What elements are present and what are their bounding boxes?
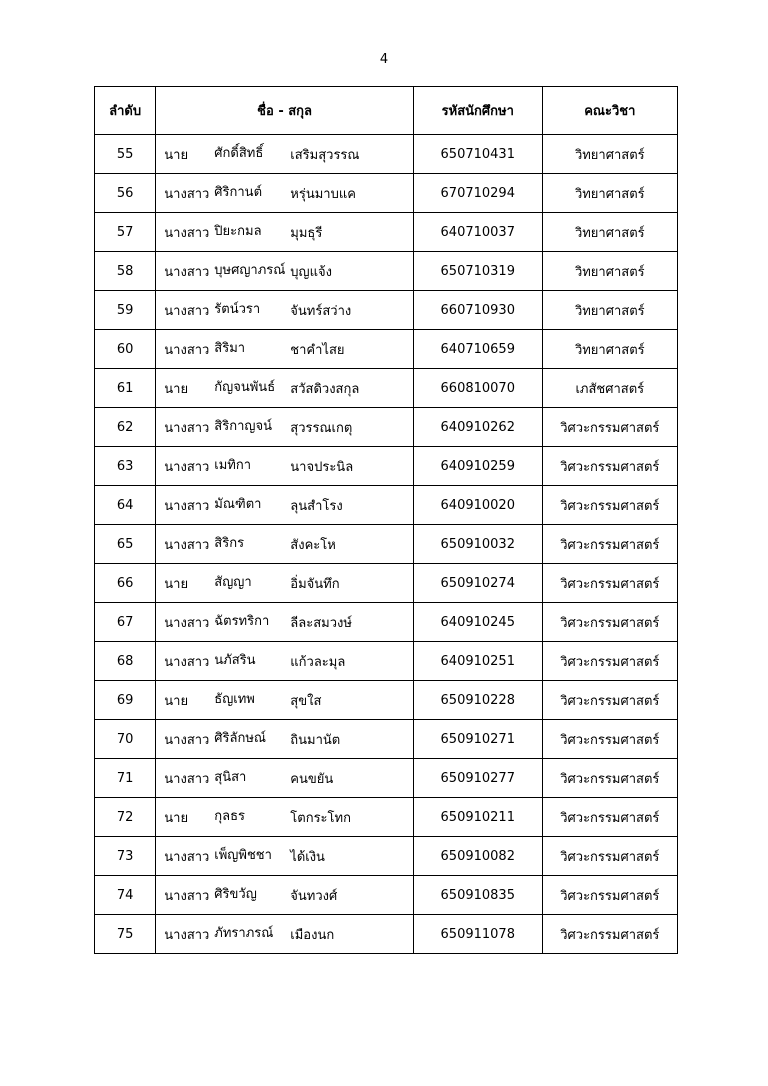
cell-order: 67 xyxy=(95,603,156,642)
cell-student-id: 640710037 xyxy=(413,213,542,252)
table-row xyxy=(95,447,678,486)
cell-name xyxy=(156,915,414,954)
cell-student-id: 640910020 xyxy=(413,486,542,525)
cell-faculty: วิศวะกรรมศาสตร์ xyxy=(542,525,677,564)
table-row xyxy=(95,330,678,369)
cell-student-id: 650910032 xyxy=(413,525,542,564)
cell-order: 69 xyxy=(95,681,156,720)
first-name: นภัสริน xyxy=(214,653,256,668)
table-row xyxy=(95,798,678,837)
name-group xyxy=(156,339,413,360)
name-title: นางสาว xyxy=(164,927,210,943)
name-group xyxy=(156,690,413,711)
first-name: ศิริขวัญ xyxy=(214,887,257,902)
cell-student-id: 650910228 xyxy=(413,681,542,720)
name-group xyxy=(156,651,413,672)
table-row xyxy=(95,642,678,681)
table-row xyxy=(95,564,678,603)
name-title: นางสาว xyxy=(164,849,210,865)
first-name: ฉัตรทริกา xyxy=(214,614,270,629)
cell-name xyxy=(156,720,414,759)
last-name: แก้วละมุล xyxy=(290,654,346,670)
cell-faculty: วิศวะกรรมศาสตร์ xyxy=(542,759,677,798)
last-name: สังคะโห xyxy=(290,537,336,553)
cell-student-id: 650910271 xyxy=(413,720,542,759)
name-group xyxy=(156,183,413,204)
cell-order: 64 xyxy=(95,486,156,525)
cell-name xyxy=(156,330,414,369)
cell-student-id: 650910082 xyxy=(413,837,542,876)
cell-order: 68 xyxy=(95,642,156,681)
name-title: นางสาว xyxy=(164,264,210,280)
cell-student-id: 650710431 xyxy=(413,135,542,174)
table-row xyxy=(95,213,678,252)
cell-name xyxy=(156,135,414,174)
cell-order: 74 xyxy=(95,876,156,915)
student-table xyxy=(94,86,678,954)
first-name: รัตน์วรา xyxy=(214,302,261,317)
cell-student-id: 650710319 xyxy=(413,252,542,291)
cell-order: 66 xyxy=(95,564,156,603)
cell-name xyxy=(156,213,414,252)
name-title: นางสาว xyxy=(164,303,210,319)
name-group xyxy=(156,924,413,945)
cell-faculty: วิศวะกรรมศาสตร์ xyxy=(542,798,677,837)
name-group xyxy=(156,807,413,828)
last-name: สุวรรณเกตุ xyxy=(290,420,353,436)
name-group xyxy=(156,768,413,789)
cell-name xyxy=(156,525,414,564)
name-group xyxy=(156,495,413,516)
cell-order: 71 xyxy=(95,759,156,798)
cell-student-id: 660810070 xyxy=(413,369,542,408)
table-row xyxy=(95,408,678,447)
cell-order: 55 xyxy=(95,135,156,174)
name-title: นางสาว xyxy=(164,771,210,787)
first-name: สิริกาญจน์ xyxy=(214,419,272,434)
cell-faculty: วิทยาศาสตร์ xyxy=(542,330,677,369)
cell-faculty: วิศวะกรรมศาสตร์ xyxy=(542,876,677,915)
table-row xyxy=(95,759,678,798)
first-name: ศิริลักษณ์ xyxy=(214,731,266,746)
table-row xyxy=(95,369,678,408)
table-row xyxy=(95,837,678,876)
cell-name xyxy=(156,447,414,486)
page-number: 4 xyxy=(379,52,389,67)
cell-student-id: 640910251 xyxy=(413,642,542,681)
cell-name xyxy=(156,681,414,720)
cell-faculty: วิศวะกรรมศาสตร์ xyxy=(542,447,677,486)
cell-faculty: วิศวะกรรมศาสตร์ xyxy=(542,915,677,954)
cell-faculty: วิศวะกรรมศาสตร์ xyxy=(542,837,677,876)
first-name: ปิยะกมล xyxy=(214,224,262,239)
cell-student-id: 640910262 xyxy=(413,408,542,447)
first-name: สุนิสา xyxy=(214,770,247,785)
cell-order: 75 xyxy=(95,915,156,954)
last-name: บุญแจ้ง xyxy=(290,264,332,280)
first-name: ศิริกานต์ xyxy=(214,185,263,200)
cell-student-id: 660710930 xyxy=(413,291,542,330)
cell-order: 62 xyxy=(95,408,156,447)
table-row xyxy=(95,486,678,525)
cell-name xyxy=(156,564,414,603)
last-name: สุขใส xyxy=(290,693,322,709)
last-name: ได้เงิน xyxy=(290,849,325,865)
name-title: นางสาว xyxy=(164,654,210,670)
name-group xyxy=(156,378,413,399)
last-name: นาจประนิล xyxy=(290,459,354,475)
name-group xyxy=(156,573,413,594)
name-title: นาย xyxy=(164,810,189,826)
cell-name xyxy=(156,486,414,525)
cell-faculty: วิทยาศาสตร์ xyxy=(542,174,677,213)
cell-order: 65 xyxy=(95,525,156,564)
cell-faculty: วิศวะกรรมศาสตร์ xyxy=(542,486,677,525)
name-group xyxy=(156,417,413,438)
table-row xyxy=(95,135,678,174)
cell-name xyxy=(156,759,414,798)
table-row xyxy=(95,174,678,213)
cell-name xyxy=(156,408,414,447)
name-group xyxy=(156,885,413,906)
last-name: คนขยัน xyxy=(290,771,334,787)
last-name: เมืองนก xyxy=(290,927,335,943)
last-name: ชาคำไสย xyxy=(290,342,345,358)
cell-name xyxy=(156,369,414,408)
cell-order: 59 xyxy=(95,291,156,330)
cell-name xyxy=(156,174,414,213)
cell-order: 70 xyxy=(95,720,156,759)
cell-faculty: เภสัชศาสตร์ xyxy=(542,369,677,408)
name-title: นาย xyxy=(164,576,189,592)
cell-order: 57 xyxy=(95,213,156,252)
cell-student-id: 640910259 xyxy=(413,447,542,486)
header-order: ลำดับ xyxy=(95,87,156,135)
cell-order: 56 xyxy=(95,174,156,213)
cell-name xyxy=(156,603,414,642)
table-body xyxy=(95,135,678,954)
cell-faculty: วิศวะกรรมศาสตร์ xyxy=(542,603,677,642)
name-group xyxy=(156,300,413,321)
first-name: กัญจนพันธ์ xyxy=(214,380,276,395)
name-title: นางสาว xyxy=(164,537,210,553)
cell-faculty: วิศวะกรรมศาสตร์ xyxy=(542,642,677,681)
cell-faculty: วิทยาศาสตร์ xyxy=(542,213,677,252)
cell-order: 58 xyxy=(95,252,156,291)
first-name: กุลธร xyxy=(214,809,246,824)
table-row xyxy=(95,915,678,954)
first-name: สัญญา xyxy=(214,575,252,590)
name-title: นางสาว xyxy=(164,615,210,631)
last-name: ลีละสมวงษ์ xyxy=(290,615,352,631)
name-title: นางสาว xyxy=(164,420,210,436)
cell-name xyxy=(156,291,414,330)
name-group xyxy=(156,612,413,633)
cell-name xyxy=(156,837,414,876)
name-title: นางสาว xyxy=(164,225,210,241)
name-group xyxy=(156,729,413,750)
table-row xyxy=(95,291,678,330)
cell-student-id: 640910245 xyxy=(413,603,542,642)
cell-faculty: วิศวะกรรมศาสตร์ xyxy=(542,720,677,759)
first-name: มัณฑิตา xyxy=(214,497,262,512)
table-row xyxy=(95,603,678,642)
cell-faculty: วิทยาศาสตร์ xyxy=(542,135,677,174)
header-faculty: คณะวิชา xyxy=(542,87,677,135)
cell-order: 61 xyxy=(95,369,156,408)
name-title: นางสาว xyxy=(164,888,210,904)
last-name: สวัสดิวงสกุล xyxy=(290,381,360,397)
cell-student-id: 650910274 xyxy=(413,564,542,603)
cell-name xyxy=(156,798,414,837)
cell-order: 73 xyxy=(95,837,156,876)
first-name: สิริกร xyxy=(214,536,245,551)
name-title: นางสาว xyxy=(164,498,210,514)
name-group xyxy=(156,456,413,477)
cell-faculty: วิศวะกรรมศาสตร์ xyxy=(542,408,677,447)
first-name: บุษศญาภรณ์ xyxy=(214,263,286,278)
table-row xyxy=(95,876,678,915)
cell-faculty: วิทยาศาสตร์ xyxy=(542,252,677,291)
name-group xyxy=(156,261,413,282)
first-name: สิริมา xyxy=(214,341,246,356)
first-name: ธัญเทพ xyxy=(214,692,255,707)
first-name: ศักดิ์สิทธิ์ xyxy=(214,146,264,161)
cell-name xyxy=(156,876,414,915)
name-title: นางสาว xyxy=(164,342,210,358)
table-row xyxy=(95,720,678,759)
last-name: อิ่มจันทึก xyxy=(290,576,340,592)
last-name: หรุ่นมาบแค xyxy=(290,186,356,202)
cell-name xyxy=(156,252,414,291)
table-row xyxy=(95,681,678,720)
table-row xyxy=(95,252,678,291)
name-title: นาย xyxy=(164,693,189,709)
cell-faculty: วิทยาศาสตร์ xyxy=(542,291,677,330)
table-row xyxy=(95,525,678,564)
name-group xyxy=(156,534,413,555)
cell-student-id: 650911078 xyxy=(413,915,542,954)
cell-student-id: 650910211 xyxy=(413,798,542,837)
first-name: เมทิกา xyxy=(214,458,252,473)
cell-faculty: วิศวะกรรมศาสตร์ xyxy=(542,681,677,720)
first-name: ภัทราภรณ์ xyxy=(214,926,274,941)
header-student-id: รหัสนักศึกษา xyxy=(413,87,542,135)
last-name: มุมธุรี xyxy=(290,225,323,241)
name-title: นาย xyxy=(164,147,189,163)
cell-student-id: 650910835 xyxy=(413,876,542,915)
cell-faculty: วิศวะกรรมศาสตร์ xyxy=(542,564,677,603)
last-name: ถินมานัต xyxy=(290,732,341,748)
name-title: นางสาว xyxy=(164,459,210,475)
cell-order: 72 xyxy=(95,798,156,837)
name-title: นางสาว xyxy=(164,186,210,202)
last-name: โตกระโทก xyxy=(290,810,351,826)
cell-student-id: 670710294 xyxy=(413,174,542,213)
header-name: ชื่อ - สกุล xyxy=(156,87,414,135)
last-name: จันทวงศ์ xyxy=(290,888,338,904)
table-header-row xyxy=(95,87,678,135)
cell-order: 63 xyxy=(95,447,156,486)
last-name: เสริมสุวรรณ xyxy=(290,147,360,163)
first-name: เพ็ญพิชชา xyxy=(214,848,272,863)
cell-name xyxy=(156,642,414,681)
name-title: นาย xyxy=(164,381,189,397)
name-group xyxy=(156,846,413,867)
cell-student-id: 640710659 xyxy=(413,330,542,369)
name-title: นางสาว xyxy=(164,732,210,748)
cell-order: 60 xyxy=(95,330,156,369)
last-name: ลุนสำโรง xyxy=(290,498,343,514)
last-name: จันทร์สว่าง xyxy=(290,303,352,319)
name-group xyxy=(156,222,413,243)
name-group xyxy=(156,144,413,165)
cell-student-id: 650910277 xyxy=(413,759,542,798)
